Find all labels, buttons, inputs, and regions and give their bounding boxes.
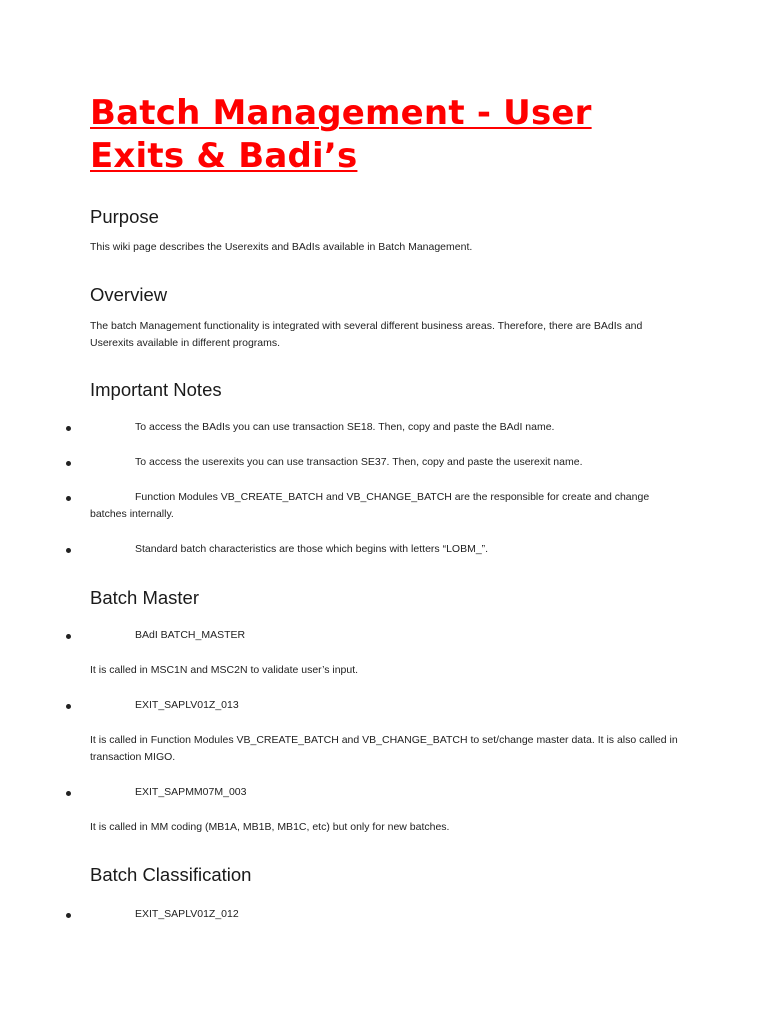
exit-item-name: EXIT_SAPLV01Z_013 xyxy=(135,699,239,711)
overview-text: The batch Management functionality is integrated with several different business areas. Therefore, there are BAdIs and Userexits available in different programs. xyxy=(90,320,643,349)
purpose-heading: Purpose xyxy=(90,206,159,227)
exit-item-description: It is called in Function Modules VB_CREATE_BATCH and VB_CHANGE_BATCH to set/change master data. It is also called in transaction MIGO. xyxy=(90,734,678,763)
exit-item-name: EXIT_SAPMM07M_003 xyxy=(135,786,247,798)
exit-item xyxy=(90,627,690,644)
exit-item-name: EXIT_SAPLV01Z_012 xyxy=(135,908,239,920)
bullet-icon xyxy=(66,461,71,466)
bullet-icon xyxy=(66,548,71,553)
note-item xyxy=(90,541,690,558)
note-item-text: To access the userexits you can use transaction SE37. Then, copy and paste the userexit name. xyxy=(135,456,583,468)
bullet-icon xyxy=(66,634,71,639)
exit-item xyxy=(90,784,690,801)
note-item-text: To access the BAdIs you can use transaction SE18. Then, copy and paste the BAdI name. xyxy=(135,421,555,433)
note-item xyxy=(90,489,680,523)
exit-item xyxy=(90,697,690,714)
important-notes-heading: Important Notes xyxy=(90,379,222,400)
exit-item-description: It is called in MM coding (MB1A, MB1B, MB1C, etc) but only for new batches. xyxy=(90,821,450,833)
note-item xyxy=(90,454,690,471)
exit-item-description: It is called in MSC1N and MSC2N to validate user’s input. xyxy=(90,664,359,676)
note-item xyxy=(90,419,690,436)
bullet-icon xyxy=(66,496,71,501)
page-title: Batch Management - User Exits & Badi’s xyxy=(90,93,592,176)
exit-item-name: BAdI BATCH_MASTER xyxy=(135,629,246,641)
bullet-icon xyxy=(66,704,71,709)
bullet-icon xyxy=(66,913,71,918)
exit-item xyxy=(90,906,690,923)
note-item-text: Standard batch characteristics are those which begins with letters “LOBM_”. xyxy=(135,543,489,555)
overview-heading: Overview xyxy=(90,284,168,305)
batch-classification-heading: Batch Classification xyxy=(90,864,252,885)
note-item-text: Function Modules VB_CREATE_BATCH and VB_CHANGE_BATCH are the responsible for create and change batches internally. xyxy=(90,491,650,520)
bullet-icon xyxy=(66,791,71,796)
batch-master-heading: Batch Master xyxy=(90,587,199,608)
purpose-text: This wiki page describes the Userexits and BAdIs available in Batch Management. xyxy=(90,241,473,253)
bullet-icon xyxy=(66,426,71,431)
